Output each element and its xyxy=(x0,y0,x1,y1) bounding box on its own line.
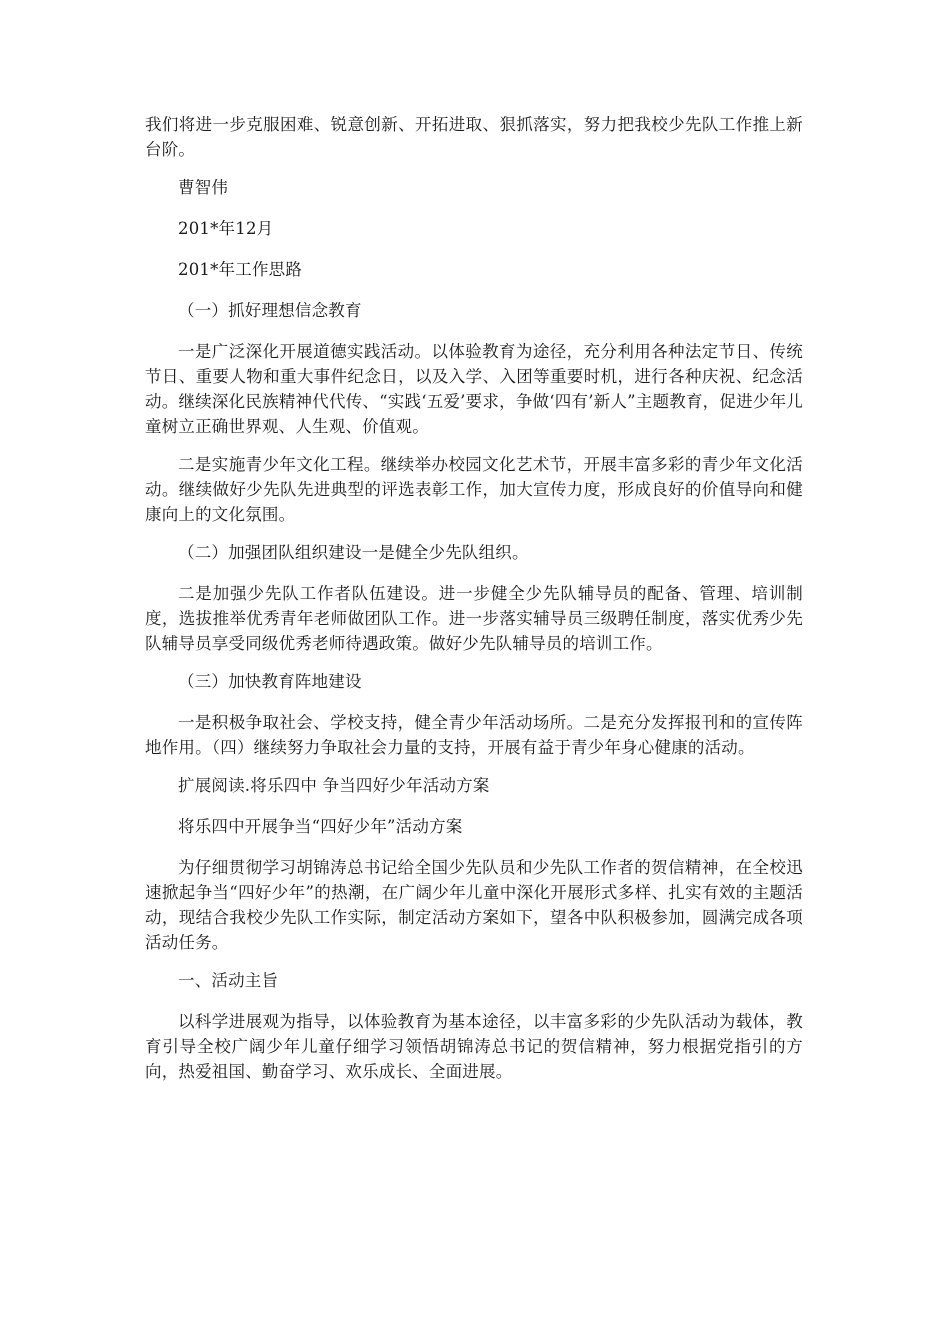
paragraph-body-3: 二是加强少先队工作者队伍建设。进一步健全少先队辅导员的配备、管理、培训制度，选拔推举优秀青年老师做团队工作。进一步落实辅导员三级聘任制度，落实优秀少先队辅导员享受同级优秀老师待遇政策。做好少先队辅导员的培训工作。 xyxy=(145,584,803,653)
paragraph-heading-work-plan: 201*年工作思路 xyxy=(178,260,303,279)
paragraph-plan-title: 将乐四中开展争当“四好少年”活动方案 xyxy=(178,817,463,836)
paragraph-extended-reading: 扩展阅读.将乐四中 争当四好少年活动方案 xyxy=(178,776,490,795)
paragraph-section-purpose: 一、活动主旨 xyxy=(178,971,279,990)
paragraph-section-3: （三）加快教育阵地建设 xyxy=(178,672,362,691)
paragraph-section-1: （一）抓好理想信念教育 xyxy=(178,301,362,320)
paragraph-date: 201*年12月 xyxy=(178,219,274,238)
paragraph-body-4: 一是积极争取社会、学校支持，健全青少年活动场所。二是充分发挥报刊和的宣传阵地作用。（四）继续努力争取社会力量的支持，开展有益于青少年身心健康的活动。 xyxy=(145,713,803,757)
paragraph-body-6: 以科学进展观为指导，以体验教育为基本途径，以丰富多彩的少先队活动为载体，教育引导全校广阔少年儿童仔细学习领悟胡锦涛总书记的贺信精神，努力根据党指引的方向，热爱祖国、勤奋学习、欢乐成长、全面进展。 xyxy=(145,1012,803,1081)
paragraph-body-1: 一是广泛深化开展道德实践活动。以体验教育为途径，充分利用各种法定节日、传统节日、重要人物和重大事件纪念日，以及入学、入团等重要时机，进行各种庆祝、纪念活动。继续深化民族精神代代传、“实践‘五爱’要求，争做‘四有’新人”主题教育，促进少年儿童树立正确世界观、人生观、价值观。 xyxy=(145,342,803,436)
document-page xyxy=(145,112,803,1097)
paragraph-body-5: 为仔细贯彻学习胡锦涛总书记给全国少先队员和少先队工作者的贺信精神，在全校迅速掀起争当“四好少年”的热潮，在广阔少年儿童中深化开展形式多样、扎实有效的主题活动，现结合我校少先队工作实际，制定活动方案如下，望各中队积极参加，圆满完成各项活动任务。 xyxy=(145,858,803,952)
paragraph-closing: 我们将进一步克服困难、锐意创新、开拓进取、狠抓落实，努力把我校少先队工作推上新台阶。 xyxy=(145,115,803,159)
paragraph-body-2: 二是实施青少年文化工程。继续举办校园文化艺术节，开展丰富多彩的青少年文化活动。继续做好少先队先进典型的评选表彰工作，加大宣传力度，形成良好的价值导向和健康向上的文化氛围。 xyxy=(145,455,803,524)
paragraph-author: 曹智伟 xyxy=(178,178,229,197)
paragraph-section-2: （二）加强团队组织建设一是健全少先队组织。 xyxy=(178,543,529,562)
